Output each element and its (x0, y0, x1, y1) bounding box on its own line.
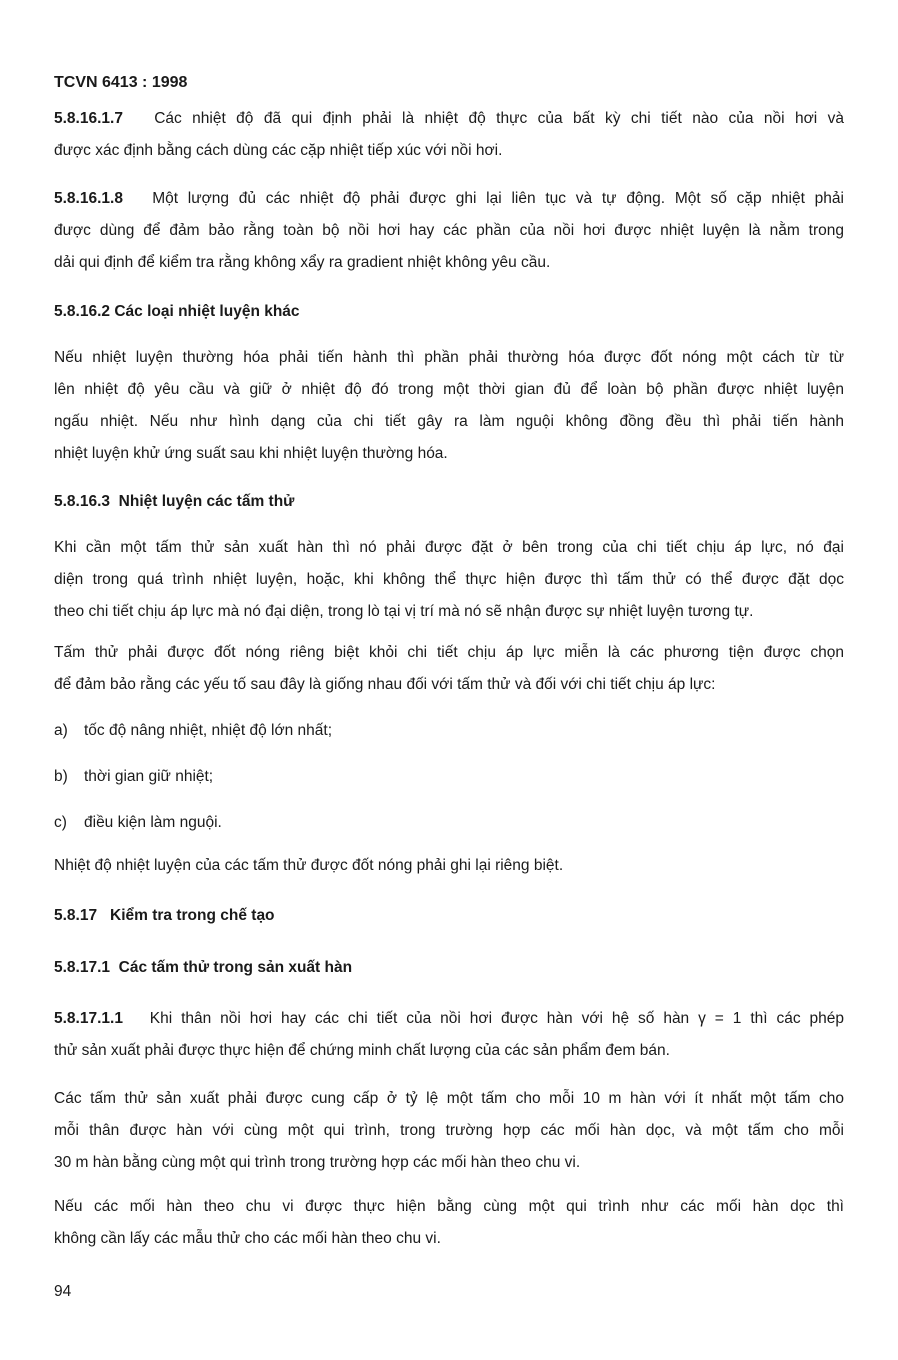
paragraph-line: Tấm thử phải được đốt nóng riêng biệt khỏi chi tiết chịu áp lực miễn là các phương tiện được chọn (54, 644, 844, 661)
paragraph-test-plate-heating (54, 637, 844, 701)
paragraph-line: mỗi thân được hàn với cùng một qui trình, trong trường hợp các mối hàn dọc, và một tấm cho mỗi (54, 1122, 844, 1139)
paragraph-line: ngấu nhiệt. Nếu như hình dạng của chi tiết gây ra làm nguội không đồng đều thì phải tiến hành (54, 413, 844, 430)
paragraph-line: được dùng để đảm bảo rằng toàn bộ nồi hơi hay các phần của nồi hơi được nhiệt luyện là nằm trong (54, 222, 844, 239)
section-title: Các tấm thử trong sản xuất hàn (118, 959, 353, 976)
section-title: Nhiệt luyện các tấm thử (118, 493, 295, 510)
paragraph-line: theo chi tiết chịu áp lực mà nó đại diện, trong lò tại vị trí mà nó sẽ nhận được sự nhiệt luyện tương tự. (54, 603, 754, 620)
section-number: 5.8.17.1 (54, 959, 111, 976)
paragraph-line: dải qui định để kiểm tra rằng không xẩy ra gradient nhiệt không yêu cầu. (54, 254, 551, 271)
paragraph-normalizing (54, 342, 844, 470)
paragraph-line: Khi cần một tấm thử sản xuất hàn thì nó phải được đặt ở bên trong của chi tiết chịu áp lực, nó đại (54, 539, 844, 556)
paragraph-line: thử sản xuất phải được thực hiện để chứng minh chất lượng của các sản phẩm đem bán. (54, 1042, 670, 1059)
paragraph-temperature-record: Nhiệt độ nhiệt luyện của các tấm thử được đốt nóng phải ghi lại riêng biệt. (54, 857, 564, 874)
paragraph-circumferential-welds (54, 1191, 844, 1255)
list-item (54, 765, 213, 789)
paragraph-line: 5.8.16.1.7 Các nhiệt độ đã qui định phải là nhiệt độ thực của bất kỳ chi tiết nào của nồi hơi và (54, 110, 844, 127)
section-heading-5-8-17 (54, 904, 844, 928)
list-item-text: thời gian giữ nhiệt; (84, 768, 214, 785)
paragraph-line: Nếu nhiệt luyện thường hóa phải tiến hành thì phần phải thường hóa được đốt nóng một cách từ từ (54, 349, 844, 366)
section-heading-5-8-16-2 (54, 300, 844, 324)
clause-number: 5.8.16.1.7 (54, 110, 123, 127)
list-item (54, 719, 332, 743)
list-item-label: b) (54, 768, 68, 785)
paragraph-line: 5.8.17.1.1 Khi thân nồi hơi hay các chi tiết của nồi hơi được hàn với hệ số hàn γ = 1 thì các phép (54, 1010, 845, 1027)
paragraph-line: 30 m hàn bằng cùng một qui trình trong trường hợp các mối hàn theo chu vi. (54, 1154, 581, 1171)
paragraph-line: được xác định bằng cách dùng các cặp nhiệt tiếp xúc với nồi hơi. (54, 142, 503, 159)
section-title: Các loại nhiệt luyện khác (114, 303, 300, 320)
paragraph-5-8-17-1-1 (54, 1003, 844, 1067)
section-number: 5.8.16.2 (54, 303, 111, 320)
paragraph-line: diện trong quá trình nhiệt luyện, hoặc, khi không thể thực hiện được thì tấm thử có thể được đặt dọc (54, 571, 844, 588)
section-title: Kiểm tra trong chế tạo (110, 907, 275, 924)
section-heading-5-8-17-1 (54, 956, 844, 980)
paragraph-test-plate-placement (54, 532, 844, 628)
paragraph-line: để đảm bảo rằng các yếu tố sau đây là giống nhau đối với tấm thử và đối với chi tiết chịu áp lực: (54, 676, 716, 693)
page-number: 94 (54, 1283, 72, 1300)
clause-number: 5.8.16.1.8 (54, 190, 123, 207)
paragraph-line: lên nhiệt độ yêu cầu và giữ ở nhiệt độ đó trong một thời gian đủ để loàn bộ phần được nhiệt luyện (54, 381, 844, 398)
paragraph-line: Nếu các mối hàn theo chu vi được thực hiện bằng cùng một qui trình như các mối hàn dọc thì (54, 1198, 844, 1215)
paragraph-production-test-plates (54, 1083, 844, 1179)
paragraph-line: không cần lấy các mẫu thử cho các mối hàn theo chu vi. (54, 1230, 441, 1247)
list-item-text: điều kiện làm nguội. (84, 814, 222, 831)
list-item-label: c) (54, 814, 67, 831)
clause-number: 5.8.17.1.1 (54, 1010, 123, 1027)
paragraph-line: Các tấm thử sản xuất phải được cung cấp ở tỷ lệ một tấm cho mỗi 10 m hàn với ít nhất một tấm cho (54, 1090, 844, 1107)
paragraph-5-8-16-1-7 (54, 103, 844, 167)
list-item (54, 811, 222, 835)
section-number: 5.8.17 (54, 907, 98, 924)
list-item-label: a) (54, 722, 68, 739)
section-heading-5-8-16-3 (54, 490, 844, 514)
paragraph-line: 5.8.16.1.8 Một lượng đủ các nhiệt độ phải được ghi lại liên tục và tự động. Một số cặp nhiệt phải (54, 190, 844, 207)
section-number: 5.8.16.3 (54, 493, 111, 510)
paragraph-line: nhiệt luyện khử ứng suất sau khi nhiệt luyện thường hóa. (54, 445, 448, 462)
document-header: TCVN 6413 : 1998 (54, 74, 188, 91)
list-item-text: tốc độ nâng nhiệt, nhiệt độ lớn nhất; (84, 722, 333, 739)
paragraph-5-8-16-1-8 (54, 183, 844, 279)
